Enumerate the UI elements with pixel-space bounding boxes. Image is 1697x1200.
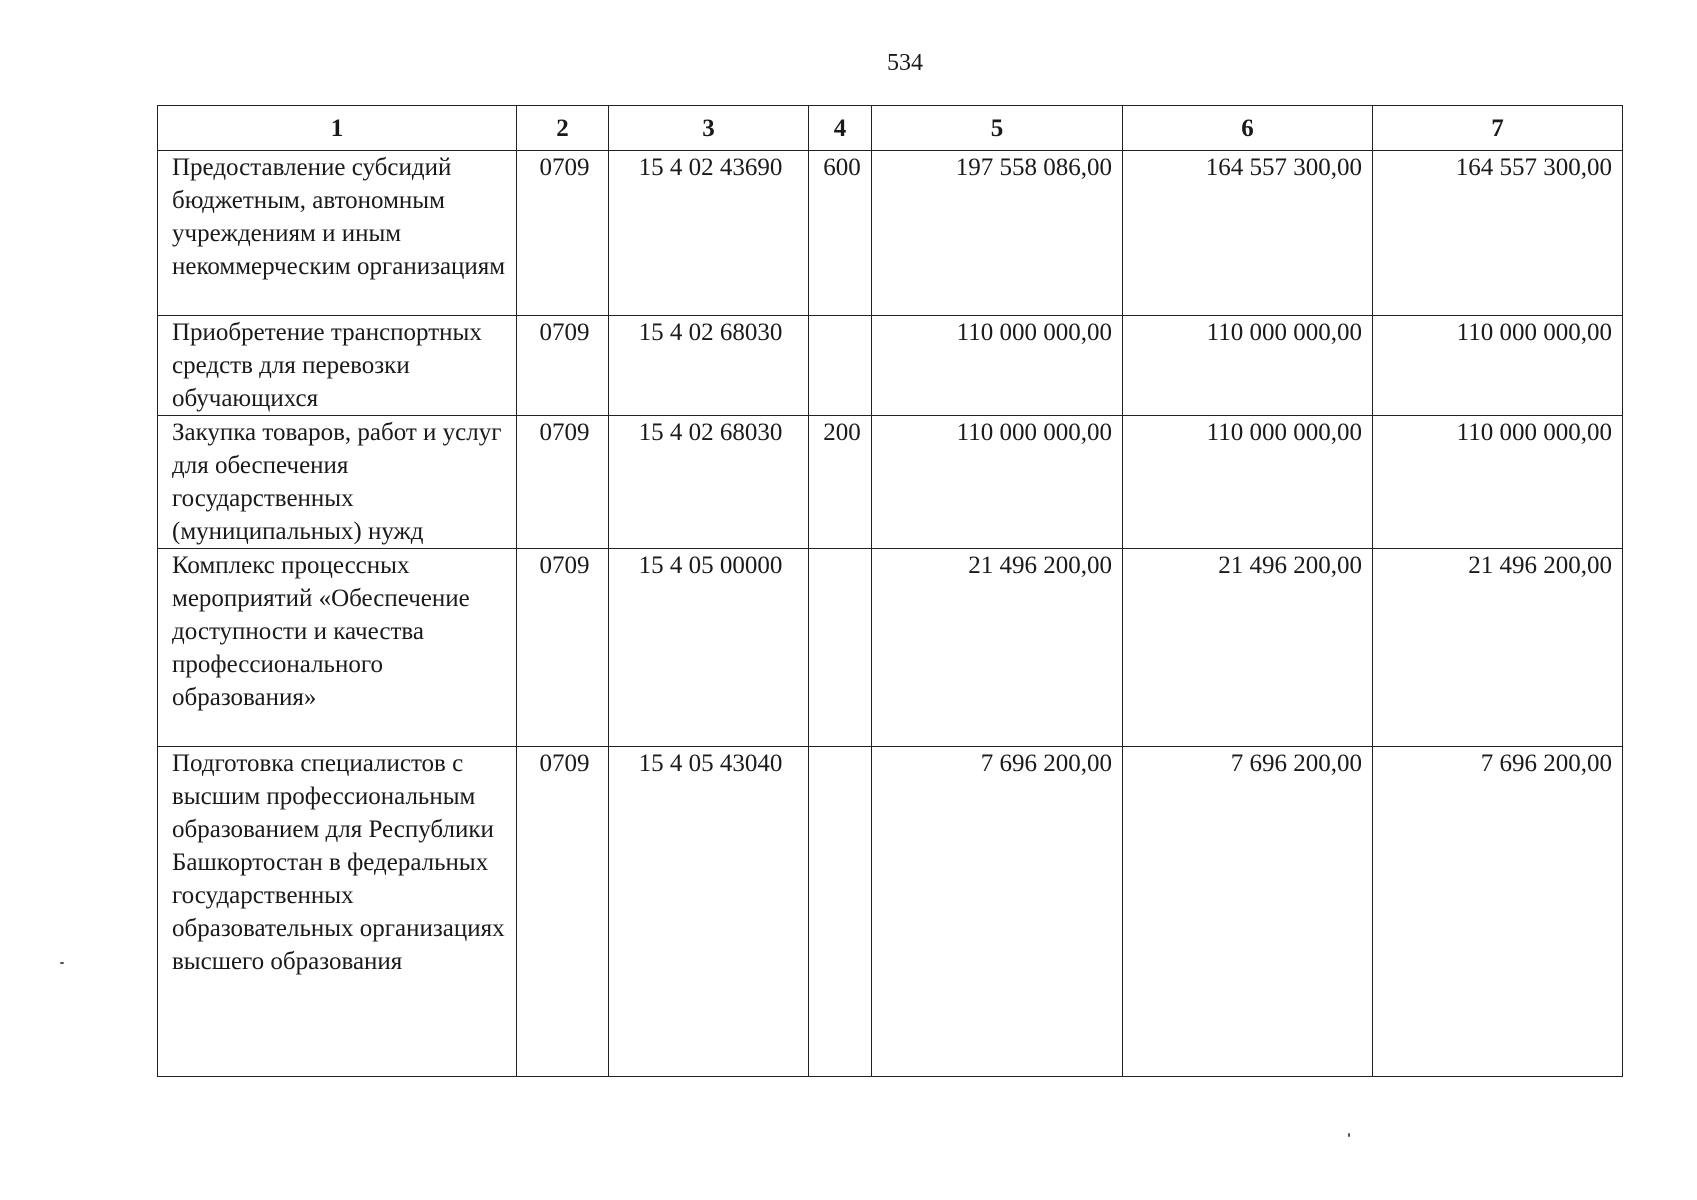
row-name: Комплекс процессных мероприятий «Обеспечение доступности и качества профессионального образования»: [158, 549, 517, 747]
row-name: Предоставление субсидий бюджетным, автономным учреждениям и иным некоммерческим организациям: [158, 151, 517, 316]
row-amount-2: 21 496 200,00: [1123, 549, 1373, 747]
row-type-code: 600: [809, 151, 872, 316]
table-row: [158, 549, 1623, 747]
row-target-code: 15 4 05 00000: [609, 549, 809, 747]
column-header-4: 4: [809, 106, 872, 151]
budget-table: [157, 105, 1623, 1077]
column-header-1: 1: [158, 106, 517, 151]
row-amount-2: 164 557 300,00: [1123, 151, 1373, 316]
row-target-code: 15 4 05 43040: [609, 747, 809, 1077]
row-amount-3: 7 696 200,00: [1373, 747, 1623, 1077]
table-header-row: [158, 106, 1623, 151]
table-row: [158, 416, 1623, 549]
row-amount-1: 110 000 000,00: [872, 416, 1123, 549]
row-amount-1: 110 000 000,00: [872, 316, 1123, 416]
row-amount-1: 21 496 200,00: [872, 549, 1123, 747]
row-amount-2: 110 000 000,00: [1123, 416, 1373, 549]
column-header-6: 6: [1123, 106, 1373, 151]
row-amount-2: 7 696 200,00: [1123, 747, 1373, 1077]
row-name: Закупка товаров, работ и услуг для обеспечения государственных (муниципальных) нужд: [158, 416, 517, 549]
row-section-code: 0709: [517, 549, 609, 747]
row-type-code: [809, 316, 872, 416]
row-amount-1: 197 558 086,00: [872, 151, 1123, 316]
row-amount-3: 110 000 000,00: [1373, 416, 1623, 549]
table-row: [158, 316, 1623, 416]
row-section-code: 0709: [517, 316, 609, 416]
row-type-code: 200: [809, 416, 872, 549]
row-amount-3: 164 557 300,00: [1373, 151, 1623, 316]
column-header-3: 3: [609, 106, 809, 151]
column-header-5: 5: [872, 106, 1123, 151]
row-target-code: 15 4 02 68030: [609, 316, 809, 416]
row-amount-3: 110 000 000,00: [1373, 316, 1623, 416]
row-name: Подготовка специалистов с высшим профессиональным образованием для Республики Башкортостан в федеральных государственных образовательных организациях высшего образования: [158, 747, 517, 1077]
page-number: 534: [887, 50, 923, 76]
row-name: Приобретение транспортных средств для перевозки обучающихся: [158, 316, 517, 416]
row-section-code: 0709: [517, 747, 609, 1077]
row-type-code: [809, 549, 872, 747]
table-row: [158, 151, 1623, 316]
row-section-code: 0709: [517, 416, 609, 549]
row-type-code: [809, 747, 872, 1077]
row-target-code: 15 4 02 43690: [609, 151, 809, 316]
row-section-code: 0709: [517, 151, 609, 316]
column-header-2: 2: [517, 106, 609, 151]
row-amount-1: 7 696 200,00: [872, 747, 1123, 1077]
row-amount-2: 110 000 000,00: [1123, 316, 1373, 416]
column-header-7: 7: [1373, 106, 1623, 151]
scan-speck: [1348, 1133, 1350, 1137]
table-row: [158, 747, 1623, 1077]
row-amount-3: 21 496 200,00: [1373, 549, 1623, 747]
scan-speck: [60, 962, 64, 964]
row-target-code: 15 4 02 68030: [609, 416, 809, 549]
